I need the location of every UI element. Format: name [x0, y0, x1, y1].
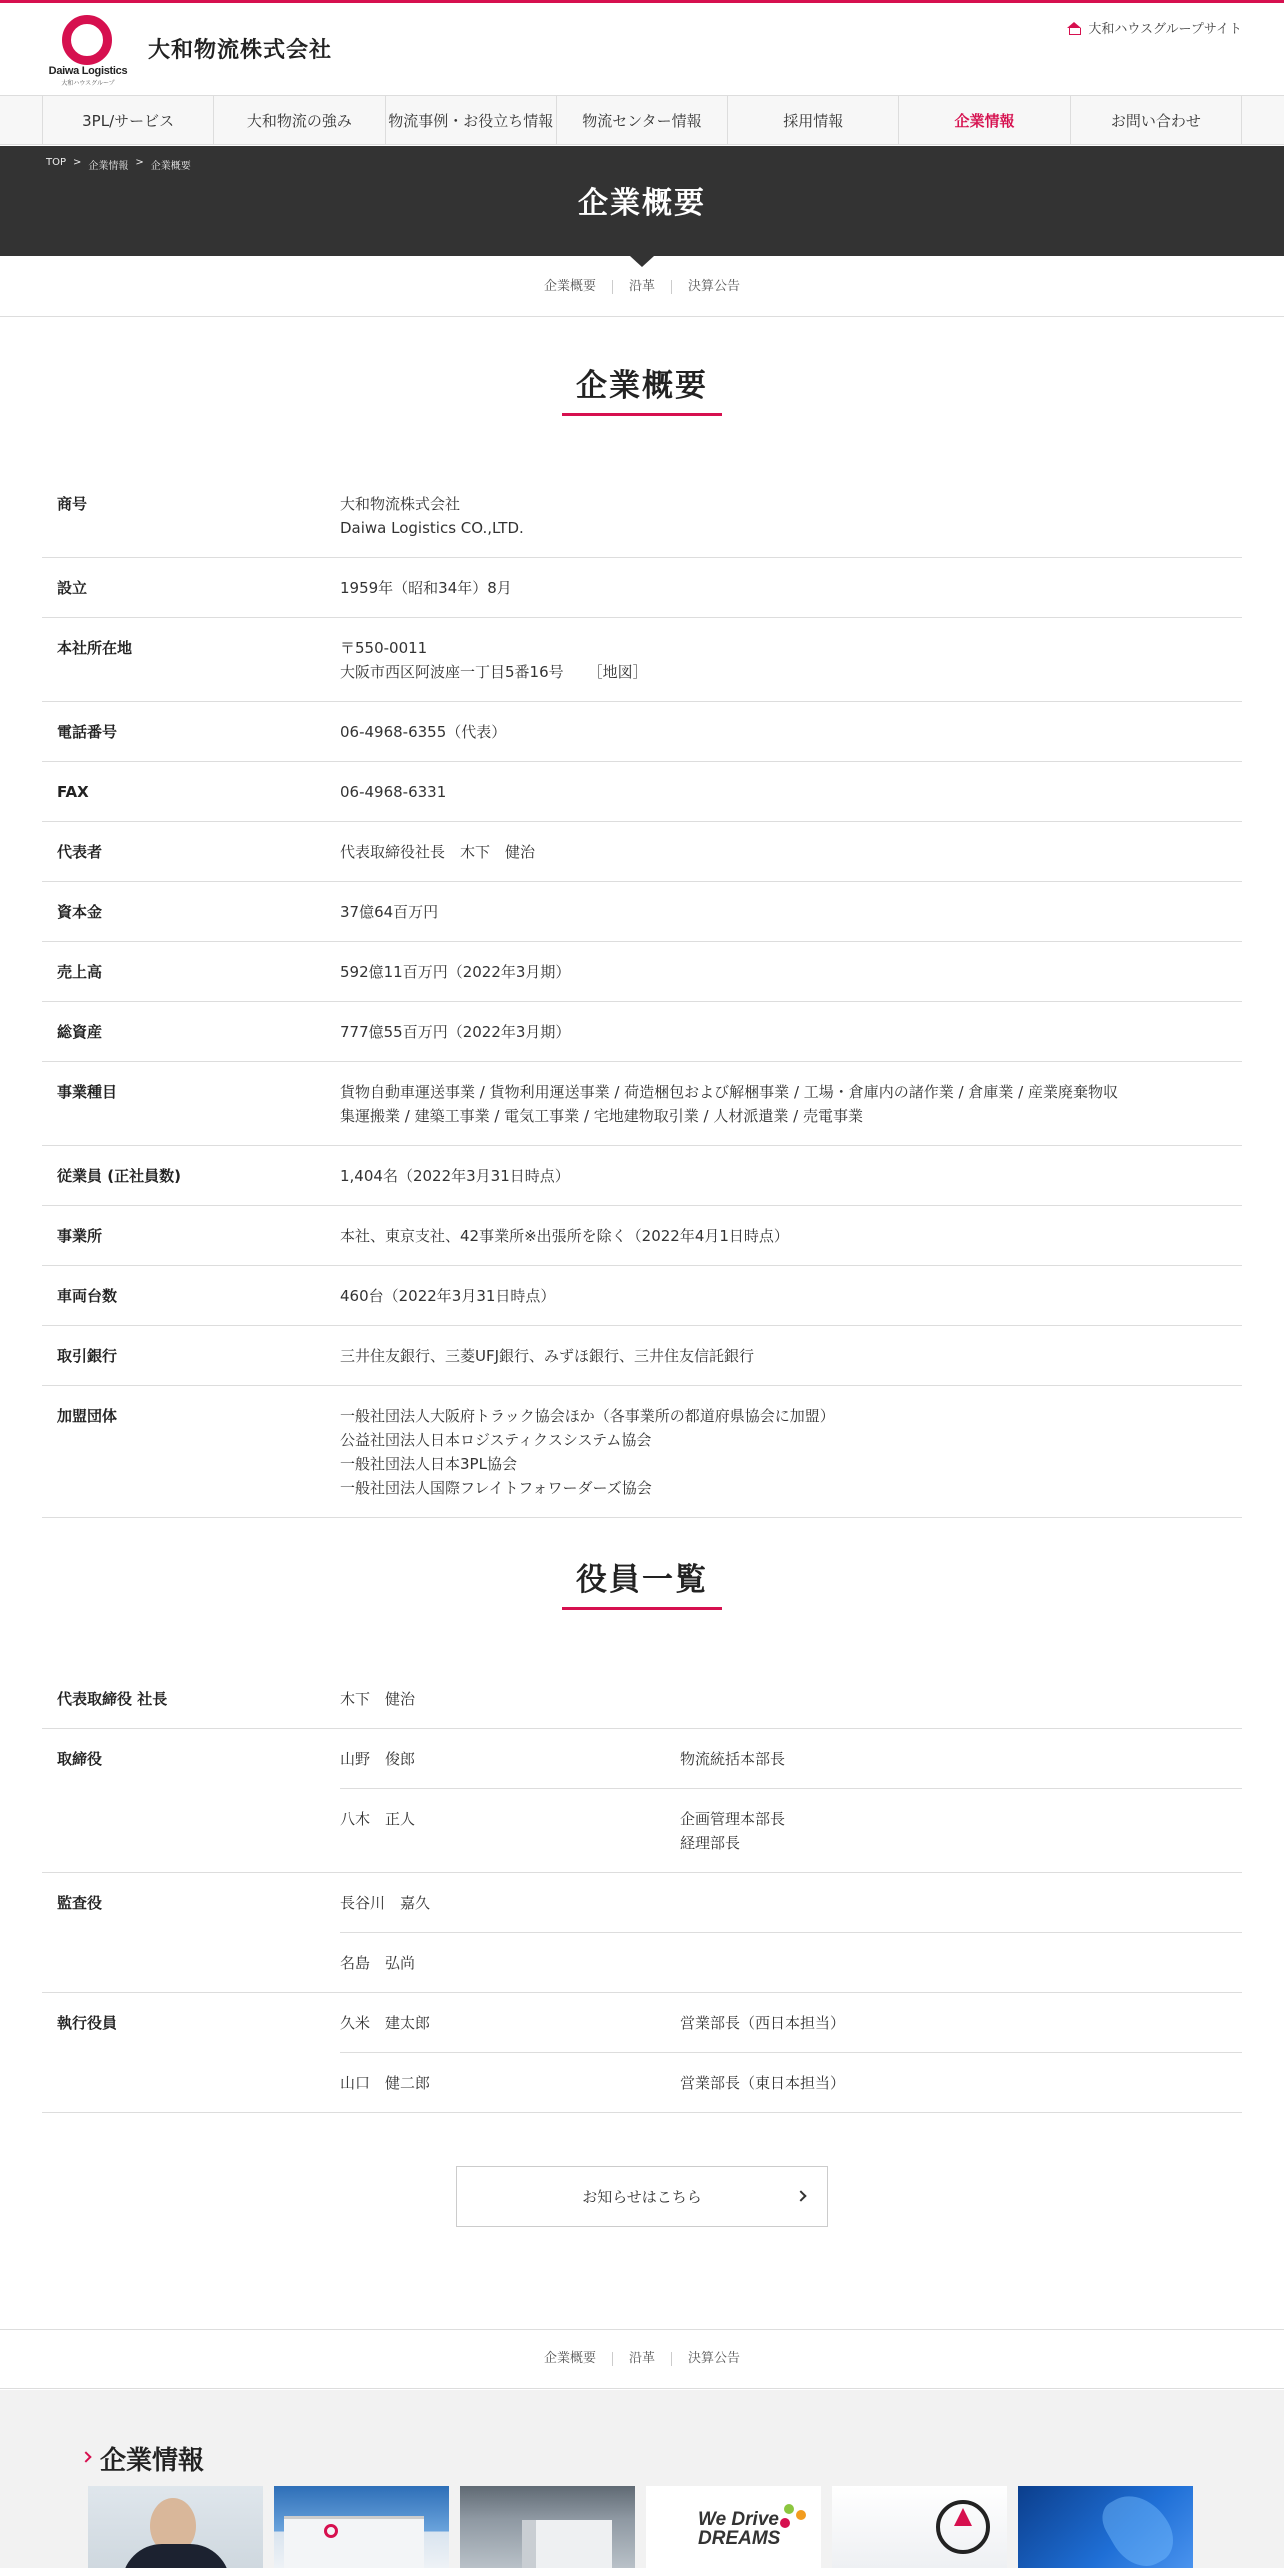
officer-post: [680, 1951, 1242, 1975]
table-row: [42, 942, 1242, 1002]
row-label: 売上高: [57, 963, 103, 981]
row-label: 取引銀行: [57, 1347, 118, 1365]
row-value-line: 〒550-0011: [340, 639, 428, 657]
officer-list: [340, 1873, 1242, 1992]
subnav-overview[interactable]: 企業概要: [528, 280, 613, 294]
row-label: 資本金: [57, 903, 103, 921]
thumb-logistics-center[interactable]: [460, 2486, 635, 2568]
we-drive-dreams-logo: We Drive DREAMS: [698, 2509, 781, 2549]
row-value-line: 公益社団法人日本ロジスティクスシステム協会: [340, 1431, 652, 1449]
row-value-line: 592億11百万円（2022年3月期）: [340, 963, 571, 981]
row-value-line: 集運搬業 / 建築工事業 / 電気工事業 / 宅地建物取引業 / 人材派遣業 / 売電事業: [340, 1107, 863, 1125]
truck-photo: [522, 2520, 612, 2568]
officer-name: 名島 弘尚: [340, 1954, 416, 1972]
breadcrumb-top[interactable]: TOP: [46, 157, 67, 168]
officer-list: [340, 1729, 1242, 1872]
gnav-item-3pl[interactable]: 3PL/サービス: [43, 96, 214, 144]
officer-row: [340, 2053, 1242, 2112]
corporate-info-section: [0, 2390, 1284, 2568]
table-row: [42, 1326, 1242, 1386]
table-row: [42, 702, 1242, 762]
group-site-link[interactable]: [1067, 18, 1242, 37]
officer-role: 監査役: [57, 1894, 103, 1912]
site-logo[interactable]: [40, 15, 136, 87]
officer-post: [680, 1891, 1242, 1915]
global-nav: [0, 95, 1284, 145]
table-row: [42, 618, 1242, 702]
officer-row: [340, 1669, 1242, 1728]
news-button-label: お知らせはこちら: [582, 2188, 702, 2206]
officer-group: [42, 1993, 1242, 2113]
logo-text: Daiwa Logistics: [48, 65, 128, 77]
overview-heading-underline: [562, 413, 722, 416]
officer-list: [340, 1669, 1242, 1728]
officer-row: [340, 1789, 1242, 1872]
row-value: [340, 720, 1242, 744]
table-row: [42, 822, 1242, 882]
row-value-line: 三井住友銀行、三菱UFJ銀行、みずほ銀行、三井住友信託銀行: [340, 1347, 755, 1365]
officer-row: [340, 1729, 1242, 1789]
officer-row: [340, 1933, 1242, 1992]
building-logo-mark: [324, 2524, 338, 2538]
row-label: 電話番号: [57, 723, 118, 741]
officer-group: [42, 1873, 1242, 1993]
row-label: 事業所: [57, 1227, 103, 1245]
row-value-line: 貨物自動車運送事業 / 貨物利用運送事業 / 荷造梱包および解梱事業 / 工場・倉庫内の諸作業 / 倉庫業 / 産業廃棄物収: [340, 1083, 1118, 1101]
chevron-right-icon: [795, 2190, 806, 2201]
row-value: [340, 960, 1242, 984]
row-value: [340, 1080, 1242, 1128]
sub-nav-top: [0, 257, 1284, 317]
row-value-line: 1,404名（2022年3月31日時点）: [340, 1167, 570, 1185]
table-row: [42, 882, 1242, 942]
news-button[interactable]: [456, 2166, 828, 2227]
person-photo-body: [122, 2544, 230, 2568]
row-label: 事業種目: [57, 1083, 118, 1101]
bracket: ］: [632, 663, 648, 681]
officer-role: 代表取締役 社長: [57, 1690, 168, 1708]
table-row: [42, 1386, 1242, 1518]
row-value-line: [340, 660, 1242, 684]
logo-ring-icon: [62, 15, 112, 65]
row-value: [340, 636, 1242, 684]
breadcrumb-company[interactable]: 企業情報: [88, 161, 129, 172]
chevron-right-icon: [80, 2451, 91, 2462]
gnav-item-recruit[interactable]: 採用情報: [728, 96, 899, 144]
officer-name: 山野 俊郎: [340, 1750, 416, 1768]
thumb-president-message[interactable]: [88, 2486, 263, 2568]
bracket: ［: [587, 663, 603, 681]
page-title: 企業概要: [578, 186, 706, 221]
table-row: [42, 1002, 1242, 1062]
row-value-line: 一般社団法人大阪府トラック協会ほか（各事業所の都道府県協会に加盟）: [340, 1407, 835, 1425]
breadcrumb-separator: >: [73, 157, 82, 168]
row-label: 総資産: [57, 1023, 103, 1041]
dreams-dots: [784, 2504, 794, 2514]
thumb-growth[interactable]: [832, 2486, 1007, 2568]
gnav-item-cases[interactable]: 物流事例・お役立ち情報: [386, 96, 557, 144]
overview-heading: 企業概要: [576, 368, 708, 404]
arrow-up-icon: [954, 2508, 972, 2526]
officer-name: 木下 健治: [340, 1690, 416, 1708]
row-label: 商号: [57, 495, 88, 513]
gnav-item-contact[interactable]: お問い合わせ: [1071, 96, 1242, 144]
breadcrumb-current: 企業概要: [150, 161, 191, 172]
row-value-line: 一般社団法人国際フレイトフォワーダーズ協会: [340, 1479, 652, 1497]
logo-subtext: 大和ハウスグループ: [61, 80, 115, 87]
map-link[interactable]: 地図: [602, 663, 633, 681]
corporate-info-title: 企業情報: [100, 2446, 205, 2476]
row-label: 従業員 (正社員数): [57, 1167, 181, 1185]
gnav-item-strengths[interactable]: 大和物流の強み: [214, 96, 385, 144]
row-value: [340, 576, 1242, 600]
table-row: [42, 1062, 1242, 1146]
row-label: 加盟団体: [57, 1407, 118, 1425]
row-value: [340, 1284, 1242, 1308]
house-icon: [1067, 22, 1081, 34]
officers-heading: 役員一覧: [576, 1562, 708, 1598]
subnav-overview[interactable]: 企業概要: [528, 2352, 613, 2366]
row-label: 本社所在地: [57, 639, 133, 657]
row-value-line: 代表取締役社長 木下 健治: [340, 843, 536, 861]
group-site-label: 大和ハウスグループサイト: [1088, 22, 1242, 37]
table-row: [42, 1146, 1242, 1206]
row-value-line: 06-4968-6355（代表）: [340, 723, 507, 741]
row-value-line: Daiwa Logistics CO.,LTD.: [340, 519, 524, 537]
row-value-line: 460台（2022年3月31日時点）: [340, 1287, 556, 1305]
row-value: [340, 1344, 1242, 1368]
thumb-headquarters[interactable]: [274, 2486, 449, 2568]
gnav-item-centers[interactable]: 物流センター情報: [557, 96, 728, 144]
officer-post: 物流統括本部長: [680, 1750, 786, 1768]
row-value-line: 一般社団法人日本3PL協会: [340, 1455, 517, 1473]
breadcrumb: [46, 157, 191, 172]
subnav-financial[interactable]: 決算公告: [688, 2351, 741, 2366]
row-label: 設立: [57, 579, 88, 597]
officer-post: 営業部長（東日本担当）: [680, 2074, 846, 2092]
thumb-we-drive-dreams[interactable]: [646, 2486, 821, 2568]
officer-group: [42, 1729, 1242, 1873]
table-row: [42, 474, 1242, 558]
officer-row: [340, 1873, 1242, 1933]
row-value: [340, 492, 1242, 540]
row-label: 車両台数: [57, 1287, 118, 1305]
site-header: [0, 3, 1284, 95]
company-name[interactable]: 大和物流株式会社: [148, 38, 333, 63]
row-value-line: 37億64百万円: [340, 903, 439, 921]
row-value: [340, 1224, 1242, 1248]
table-row: [42, 762, 1242, 822]
officer-role: 執行役員: [57, 2014, 118, 2032]
japan-map-image: [1095, 2486, 1183, 2568]
officers-table: [42, 1669, 1242, 2113]
address-line: 大阪市西区阿波座一丁目5番16号: [340, 663, 564, 681]
table-row: [42, 1266, 1242, 1326]
officer-post: [680, 1687, 1242, 1711]
row-value-line: 大和物流株式会社: [340, 495, 461, 513]
corporate-thumbnails: [88, 2486, 1193, 2568]
officer-group: [42, 1669, 1242, 1729]
breadcrumb-separator: >: [135, 157, 144, 168]
row-value-line: 06-4968-6331: [340, 783, 447, 801]
row-value: [340, 1020, 1242, 1044]
officer-name: 久米 建太郎: [340, 2014, 431, 2032]
officer-post: 企画管理本部長 経理部長: [680, 1810, 786, 1852]
row-value: [340, 1164, 1242, 1188]
sub-nav-bottom: [0, 2329, 1284, 2389]
row-value-line: 1959年（昭和34年）8月: [340, 579, 512, 597]
row-value: [340, 840, 1242, 864]
row-label: FAX: [57, 783, 89, 801]
officer-list: [340, 1993, 1242, 2112]
officer-name: 八木 正人: [340, 1810, 416, 1828]
gnav-item-company[interactable]: 企業情報: [899, 96, 1070, 144]
row-value-line: 本社、東京支社、42事業所※出張所を除く（2022年4月1日時点）: [340, 1227, 789, 1245]
subnav-history[interactable]: 沿革: [613, 2352, 672, 2366]
overview-table: [42, 474, 1242, 1518]
page-hero: [0, 146, 1284, 256]
building-photo: [284, 2516, 424, 2568]
officer-post: 営業部長（西日本担当）: [680, 2014, 846, 2032]
subnav-history[interactable]: 沿革: [613, 280, 672, 294]
officer-name: 長谷川 嘉久: [340, 1894, 431, 1912]
thumb-network-map[interactable]: [1018, 2486, 1193, 2568]
officer-name: 山口 健二郎: [340, 2074, 431, 2092]
table-row: [42, 1206, 1242, 1266]
officers-heading-underline: [562, 1607, 722, 1610]
officer-row: [340, 1993, 1242, 2053]
row-label: 代表者: [57, 843, 103, 861]
row-value-line: 777億55百万円（2022年3月期）: [340, 1023, 571, 1041]
table-row: [42, 558, 1242, 618]
officer-role: 取締役: [57, 1750, 103, 1768]
row-value: [340, 1404, 1242, 1500]
row-value: [340, 900, 1242, 924]
subnav-financial[interactable]: 決算公告: [688, 278, 741, 294]
row-value: [340, 780, 1242, 804]
